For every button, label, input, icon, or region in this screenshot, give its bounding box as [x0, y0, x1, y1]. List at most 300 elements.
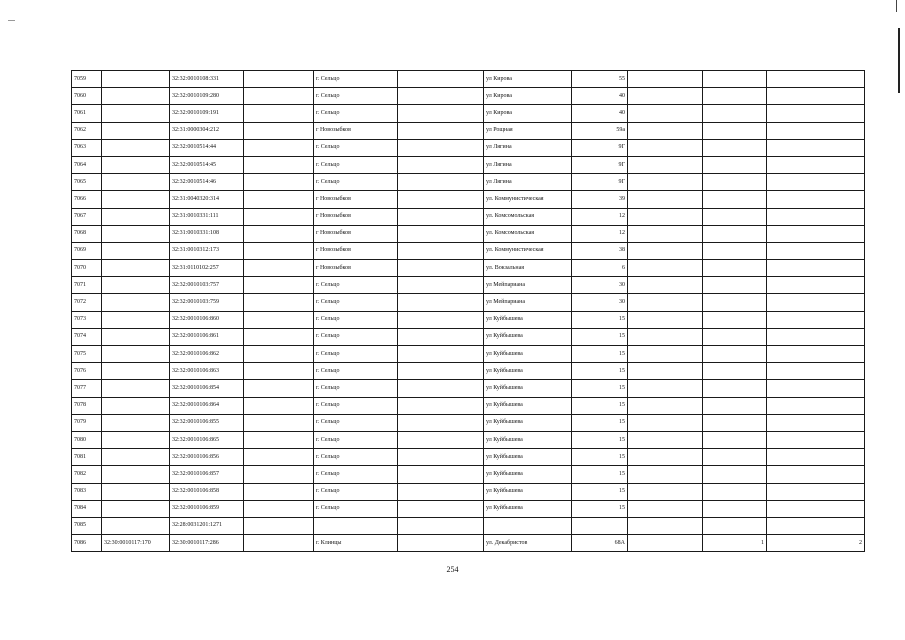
table-cell: [767, 431, 865, 448]
table-cell: [102, 328, 170, 345]
table-cell: [398, 156, 484, 173]
table-cell: [767, 225, 865, 242]
table-cell: 15: [572, 328, 628, 345]
table-cell: 15: [572, 397, 628, 414]
table-cell: [703, 242, 767, 259]
table-cell: [767, 517, 865, 534]
table-cell: 32:31:0000304:212: [170, 122, 244, 139]
table-cell: ул Мейпариана: [484, 294, 572, 311]
table-cell: [398, 517, 484, 534]
table-cell: г. Сельцо: [314, 380, 398, 397]
table-cell: [398, 225, 484, 242]
table-cell: [767, 294, 865, 311]
table-cell: [102, 139, 170, 156]
table-cell: 7070: [72, 260, 102, 277]
table-cell: ул Рощная: [484, 122, 572, 139]
table-cell: [703, 260, 767, 277]
table-cell: [628, 88, 703, 105]
table-cell: [244, 500, 314, 517]
table-cell: [102, 191, 170, 208]
table-cell: 32:32:0010106:859: [170, 500, 244, 517]
table-cell: 15: [572, 449, 628, 466]
table-row: [72, 242, 865, 259]
table-cell: [244, 277, 314, 294]
scan-edge-line: [896, 0, 897, 12]
table-cell: ул. Декабристов: [484, 535, 572, 552]
table-cell: [398, 431, 484, 448]
table-cell: г Новозыбков: [314, 242, 398, 259]
table-cell: г. Сельцо: [314, 311, 398, 328]
table-cell: [102, 208, 170, 225]
table-cell: 32:32:0010106:860: [170, 311, 244, 328]
table-cell: [703, 88, 767, 105]
table-cell: [703, 346, 767, 363]
table-cell: 30: [572, 294, 628, 311]
table-cell: 6: [572, 260, 628, 277]
table-cell: [398, 311, 484, 328]
table-cell: 7067: [72, 208, 102, 225]
table-cell: [244, 328, 314, 345]
table-cell: [244, 88, 314, 105]
table-cell: ул Лягина: [484, 156, 572, 173]
table-cell: [102, 105, 170, 122]
table-cell: [102, 294, 170, 311]
table-row: [72, 380, 865, 397]
table-cell: [703, 397, 767, 414]
table-cell: 32:31:0110102:257: [170, 260, 244, 277]
table-cell: [314, 517, 398, 534]
table-cell: 7075: [72, 346, 102, 363]
table-cell: г. Сельцо: [314, 174, 398, 191]
register-body: [72, 71, 865, 552]
table-row: [72, 483, 865, 500]
table-cell: г Новозыбков: [314, 122, 398, 139]
table-cell: 32:32:0010108:331: [170, 71, 244, 88]
table-cell: [703, 225, 767, 242]
table-cell: [767, 208, 865, 225]
table-cell: ул. Коммунистическая: [484, 191, 572, 208]
table-cell: 32:32:0010103:759: [170, 294, 244, 311]
table-cell: [398, 535, 484, 552]
table-cell: [244, 397, 314, 414]
table-cell: ул. Вокзальная: [484, 260, 572, 277]
table-row: [72, 139, 865, 156]
table-cell: [767, 139, 865, 156]
table-cell: [628, 397, 703, 414]
table-cell: 32:32:0010106:855: [170, 414, 244, 431]
table-cell: [628, 174, 703, 191]
table-cell: г. Сельцо: [314, 294, 398, 311]
table-cell: [628, 294, 703, 311]
table-cell: [398, 449, 484, 466]
table-cell: [398, 122, 484, 139]
table-cell: 7065: [72, 174, 102, 191]
table-cell: [398, 208, 484, 225]
table-cell: ул Куйбышева: [484, 328, 572, 345]
table-cell: 32:32:0010109:280: [170, 88, 244, 105]
table-cell: ул Куйбышева: [484, 500, 572, 517]
table-cell: ул Куйбышева: [484, 363, 572, 380]
table-cell: 68А: [572, 535, 628, 552]
table-cell: 7074: [72, 328, 102, 345]
table-cell: ул. Коммунистическая: [484, 242, 572, 259]
table-cell: 9Г: [572, 139, 628, 156]
table-row: [72, 535, 865, 552]
table-cell: 32:32:0010514:46: [170, 174, 244, 191]
table-cell: [398, 363, 484, 380]
table-cell: 32:31:0010331:111: [170, 208, 244, 225]
table-row: [72, 397, 865, 414]
table-row: [72, 414, 865, 431]
table-cell: г. Сельцо: [314, 277, 398, 294]
table-row: [72, 346, 865, 363]
table-cell: г Новозыбков: [314, 260, 398, 277]
table-cell: [102, 431, 170, 448]
table-row: [72, 431, 865, 448]
table-cell: ул Куйбышева: [484, 449, 572, 466]
table-cell: [398, 277, 484, 294]
table-cell: [244, 414, 314, 431]
table-cell: 7060: [72, 88, 102, 105]
table-cell: 15: [572, 346, 628, 363]
table-cell: [628, 483, 703, 500]
register-table: [71, 70, 865, 552]
table-cell: [767, 500, 865, 517]
table-cell: 32:30:0010117:286: [170, 535, 244, 552]
table-cell: [102, 156, 170, 173]
table-cell: 7069: [72, 242, 102, 259]
table-cell: г. Сельцо: [314, 414, 398, 431]
scan-mark: [8, 20, 15, 21]
table-cell: [484, 517, 572, 534]
table-cell: [628, 105, 703, 122]
table-cell: [244, 122, 314, 139]
table-cell: [398, 466, 484, 483]
table-cell: [628, 225, 703, 242]
table-cell: [767, 346, 865, 363]
table-cell: г. Сельцо: [314, 431, 398, 448]
table-cell: ул Лягина: [484, 139, 572, 156]
table-row: [72, 328, 865, 345]
table-cell: [628, 363, 703, 380]
table-cell: ул Куйбышева: [484, 483, 572, 500]
table-cell: [703, 414, 767, 431]
table-cell: [767, 105, 865, 122]
table-cell: 7059: [72, 71, 102, 88]
table-row: [72, 105, 865, 122]
table-cell: [244, 105, 314, 122]
page-number: 254: [446, 565, 459, 574]
table-cell: [102, 397, 170, 414]
table-cell: [244, 174, 314, 191]
table-cell: ул Куйбышева: [484, 397, 572, 414]
table-cell: [102, 414, 170, 431]
table-cell: [244, 139, 314, 156]
table-cell: [767, 466, 865, 483]
table-row: [72, 71, 865, 88]
table-cell: 32:28:0031201:1271: [170, 517, 244, 534]
table-cell: г. Сельцо: [314, 105, 398, 122]
table-row: [72, 191, 865, 208]
table-cell: 32:32:0010103:757: [170, 277, 244, 294]
table-cell: г. Сельцо: [314, 500, 398, 517]
table-row: [72, 174, 865, 191]
table-cell: ул Куйбышева: [484, 431, 572, 448]
table-cell: [244, 71, 314, 88]
table-cell: [767, 242, 865, 259]
table-cell: 32:32:0010106:856: [170, 449, 244, 466]
table-cell: 7082: [72, 466, 102, 483]
table-cell: 32:32:0010106:862: [170, 346, 244, 363]
table-cell: [102, 277, 170, 294]
table-cell: 32:32:0010106:863: [170, 363, 244, 380]
table-cell: [703, 71, 767, 88]
table-cell: [767, 397, 865, 414]
table-cell: [244, 380, 314, 397]
table-cell: 7078: [72, 397, 102, 414]
table-cell: 7073: [72, 311, 102, 328]
table-cell: [398, 346, 484, 363]
table-cell: [767, 483, 865, 500]
table-cell: 32:32:0010106:858: [170, 483, 244, 500]
table-cell: 9Г: [572, 156, 628, 173]
table-cell: [628, 156, 703, 173]
table-cell: [244, 363, 314, 380]
table-cell: [703, 380, 767, 397]
table-cell: [767, 363, 865, 380]
table-row: [72, 363, 865, 380]
table-cell: 7081: [72, 449, 102, 466]
table-cell: [398, 294, 484, 311]
table-cell: [244, 294, 314, 311]
table-cell: [767, 277, 865, 294]
table-cell: [102, 174, 170, 191]
table-cell: [398, 191, 484, 208]
table-cell: 32:30:0010117:170: [102, 535, 170, 552]
table-cell: [398, 174, 484, 191]
table-cell: 15: [572, 311, 628, 328]
table-row: [72, 517, 865, 534]
table-cell: [628, 242, 703, 259]
table-row: [72, 311, 865, 328]
table-cell: [244, 535, 314, 552]
table-cell: ул Кирова: [484, 71, 572, 88]
table-cell: [398, 88, 484, 105]
table-row: [72, 277, 865, 294]
table-cell: [703, 500, 767, 517]
table-row: [72, 156, 865, 173]
table-cell: [398, 139, 484, 156]
table-cell: [102, 225, 170, 242]
table-cell: [703, 191, 767, 208]
table-cell: г. Сельцо: [314, 466, 398, 483]
table-cell: 7062: [72, 122, 102, 139]
table-cell: [628, 260, 703, 277]
table-cell: 15: [572, 466, 628, 483]
table-cell: [767, 414, 865, 431]
table-cell: [102, 483, 170, 500]
table-cell: 7061: [72, 105, 102, 122]
table-cell: 2: [767, 535, 865, 552]
table-cell: [767, 71, 865, 88]
table-cell: [767, 191, 865, 208]
table-cell: [703, 449, 767, 466]
table-cell: г. Сельцо: [314, 363, 398, 380]
table-cell: [767, 260, 865, 277]
table-cell: 7085: [72, 517, 102, 534]
table-cell: 15: [572, 483, 628, 500]
table-cell: 7064: [72, 156, 102, 173]
table-cell: [244, 208, 314, 225]
table-cell: [102, 122, 170, 139]
table-row: [72, 260, 865, 277]
table-cell: 12: [572, 225, 628, 242]
table-cell: [628, 466, 703, 483]
table-cell: 7076: [72, 363, 102, 380]
table-cell: 32:32:0010514:44: [170, 139, 244, 156]
table-row: [72, 500, 865, 517]
table-cell: [628, 517, 703, 534]
table-cell: [398, 105, 484, 122]
table-cell: г. Клинцы: [314, 535, 398, 552]
table-cell: ул Мейпариана: [484, 277, 572, 294]
table-cell: [703, 311, 767, 328]
table-cell: [102, 71, 170, 88]
table-cell: 7084: [72, 500, 102, 517]
table-cell: [398, 328, 484, 345]
table-cell: [628, 139, 703, 156]
table-cell: 40: [572, 88, 628, 105]
table-cell: 7063: [72, 139, 102, 156]
table-cell: 59а: [572, 122, 628, 139]
table-row: [72, 466, 865, 483]
table-cell: [244, 260, 314, 277]
table-cell: [398, 414, 484, 431]
table-cell: [244, 431, 314, 448]
table-cell: [102, 449, 170, 466]
scan-edge-line: [898, 28, 900, 93]
table-cell: г. Сельцо: [314, 397, 398, 414]
table-cell: 55: [572, 71, 628, 88]
table-cell: 15: [572, 500, 628, 517]
table-cell: 30: [572, 277, 628, 294]
table-cell: 32:32:0010106:854: [170, 380, 244, 397]
table-cell: 32:32:0010514:45: [170, 156, 244, 173]
table-cell: 7068: [72, 225, 102, 242]
table-cell: [703, 328, 767, 345]
table-cell: ул Лягина: [484, 174, 572, 191]
table-cell: [244, 311, 314, 328]
table-cell: [628, 449, 703, 466]
table-cell: [767, 156, 865, 173]
table-cell: г. Сельцо: [314, 139, 398, 156]
table-cell: [703, 105, 767, 122]
table-cell: [767, 449, 865, 466]
table-cell: г. Сельцо: [314, 156, 398, 173]
table-cell: [703, 294, 767, 311]
table-cell: ул Куйбышева: [484, 311, 572, 328]
table-cell: г Новозыбков: [314, 225, 398, 242]
table-cell: [102, 466, 170, 483]
table-cell: [102, 363, 170, 380]
table-cell: [102, 346, 170, 363]
table-cell: 12: [572, 208, 628, 225]
table-cell: г. Сельцо: [314, 483, 398, 500]
table-cell: [628, 380, 703, 397]
table-cell: [102, 500, 170, 517]
table-cell: 32:32:0010106:864: [170, 397, 244, 414]
table-cell: ул. Комсомольская: [484, 225, 572, 242]
table-cell: г Новозыбков: [314, 191, 398, 208]
table-cell: [703, 483, 767, 500]
table-cell: [703, 122, 767, 139]
table-cell: г. Сельцо: [314, 328, 398, 345]
table-cell: [572, 517, 628, 534]
table-cell: 7086: [72, 535, 102, 552]
table-cell: [244, 483, 314, 500]
table-cell: [102, 311, 170, 328]
table-cell: 40: [572, 105, 628, 122]
table-cell: [703, 139, 767, 156]
table-cell: 38: [572, 242, 628, 259]
table-cell: 7080: [72, 431, 102, 448]
table-cell: ул Куйбышева: [484, 380, 572, 397]
table-cell: 32:32:0010109:191: [170, 105, 244, 122]
table-cell: [628, 311, 703, 328]
table-cell: [628, 191, 703, 208]
table-cell: 32:32:0010106:865: [170, 431, 244, 448]
table-row: [72, 122, 865, 139]
table-cell: 15: [572, 431, 628, 448]
table-cell: ул Куйбышева: [484, 414, 572, 431]
table-cell: 7071: [72, 277, 102, 294]
table-cell: [244, 449, 314, 466]
table-cell: 7066: [72, 191, 102, 208]
table-cell: [244, 191, 314, 208]
table-cell: [628, 414, 703, 431]
table-cell: [703, 517, 767, 534]
table-cell: [767, 380, 865, 397]
table-cell: [102, 380, 170, 397]
table-cell: [398, 483, 484, 500]
table-cell: [398, 71, 484, 88]
table-cell: 9Г: [572, 174, 628, 191]
table-cell: ул Кирова: [484, 88, 572, 105]
table-cell: [398, 242, 484, 259]
table-cell: [628, 500, 703, 517]
table-cell: [767, 122, 865, 139]
table-cell: г. Сельцо: [314, 449, 398, 466]
table-cell: [628, 122, 703, 139]
table-cell: [703, 277, 767, 294]
table-cell: 15: [572, 414, 628, 431]
table-cell: [628, 328, 703, 345]
table-cell: ул Кирова: [484, 105, 572, 122]
table-cell: 15: [572, 380, 628, 397]
table-cell: [767, 328, 865, 345]
table-cell: [244, 225, 314, 242]
table-row: [72, 208, 865, 225]
table-cell: 32:31:0010331:108: [170, 225, 244, 242]
table-cell: [398, 380, 484, 397]
table-cell: г. Сельцо: [314, 346, 398, 363]
table-cell: г. Сельцо: [314, 71, 398, 88]
table-cell: 7079: [72, 414, 102, 431]
table-cell: [628, 277, 703, 294]
table-cell: ул. Комсомольская: [484, 208, 572, 225]
table-cell: 32:31:0010312:173: [170, 242, 244, 259]
table-cell: [703, 156, 767, 173]
